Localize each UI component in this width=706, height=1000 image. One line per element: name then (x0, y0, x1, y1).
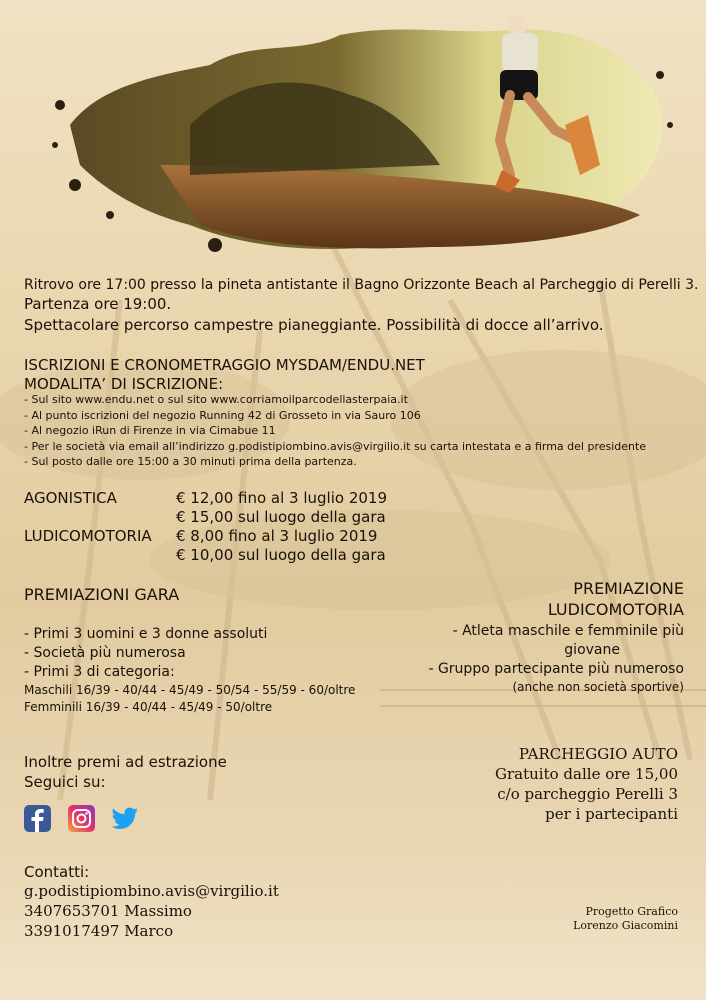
premiazione-ludico-list (384, 622, 684, 695)
price-category: LUDICOMOTORIA (24, 527, 152, 545)
ludico-item-2: - Gruppo partecipante più numeroso (428, 661, 684, 677)
twitter-icon[interactable] (110, 806, 140, 832)
premiazione-ludico-title (548, 578, 684, 620)
parcheggio-line: Gratuito dalle ore 15,00 (495, 765, 678, 783)
price-row (24, 527, 387, 546)
seguici-label: Seguici su: (24, 773, 106, 791)
price-category (24, 546, 176, 565)
premiazione-ludico-title-1: PREMIAZIONE (573, 579, 684, 598)
iscrizioni-item: - Sul posto dalle ore 15:00 a 30 minuti prima della partenza. (24, 455, 357, 468)
iscrizioni-item: - Al punto iscrizioni del negozio Running 42 di Grosseto in via Sauro 106 (24, 408, 421, 422)
parcheggio-line: per i partecipanti (545, 805, 678, 823)
ludico-item-1b: giovane (564, 642, 620, 658)
contatti-phone-2: 3391017497 Marco (24, 922, 174, 940)
facebook-icon[interactable] (24, 805, 51, 832)
ludico-item-1a: - Atleta maschile e femminile più (452, 623, 684, 639)
contatti-block (24, 881, 279, 941)
modalita-title: MODALITA’ DI ISCRIZIONE: (24, 375, 224, 393)
categoria-maschili: Maschili 16/39 - 40/44 - 45/49 - 50/54 - 55/59 - 60/oltre (24, 683, 356, 697)
parcheggio-block (495, 744, 678, 824)
price-value: € 8,00 fino al 3 luglio 2019 (176, 527, 378, 545)
price-value: € 15,00 sul luogo della gara (176, 508, 386, 526)
categoria-femminili: Femminili 16/39 - 40/44 - 45/49 - 50/oltre (24, 700, 273, 714)
premiazione-ludico-title-2: LUDICOMOTORIA (547, 600, 684, 619)
premiazioni-gara-title: PREMIAZIONI GARA (24, 585, 180, 604)
iscrizioni-item: - Per le società via email all’indirizzo g.podistipiombino.avis@virgilio.it su carta intestata e a firma del presidente (24, 439, 647, 453)
price-category: AGONISTICA (24, 489, 117, 507)
price-row (24, 508, 387, 527)
credits (573, 905, 678, 933)
price-value: € 12,00 fino al 3 luglio 2019 (176, 489, 388, 507)
price-table (24, 489, 387, 565)
iscrizioni-item: - Sul sito www.endu.net o sul sito www.corriamoilparcodellasterpaia.it (24, 393, 408, 406)
premiazioni-item: - Primi 3 uomini e 3 donne assoluti (24, 626, 268, 642)
premiazioni-gara-list (24, 625, 267, 682)
intro-line-1: Ritrovo ore 17:00 presso la pineta antistante il Bagno Orizzonte Beach al Parcheggio di Perelli 3. (24, 277, 699, 293)
contatti-title: Contatti: (24, 863, 90, 881)
instagram-icon[interactable] (68, 805, 95, 832)
credits-line-2: Lorenzo Giacomini (573, 919, 678, 932)
premi-estrazione: Inoltre premi ad estrazione (24, 753, 227, 771)
categorie-list (24, 682, 355, 716)
iscrizioni-item: - Al negozio iRun di Firenze in via Cimabue 11 (24, 424, 276, 437)
runner-photo (40, 15, 680, 265)
parcheggio-title: PARCHEGGIO AUTO (518, 745, 678, 763)
intro-line-2: Partenza ore 19:00. (24, 295, 172, 313)
ludico-note: (anche non società sportive) (512, 680, 684, 694)
iscrizioni-list (24, 392, 646, 470)
contatti-email[interactable]: g.podistipiombino.avis@virgilio.it (24, 882, 279, 900)
price-row (24, 546, 387, 565)
premiazioni-item: - Società più numerosa (24, 645, 186, 661)
intro-line-3: Spettacolare percorso campestre pianeggiante. Possibilità di docce all’arrivo. (24, 316, 604, 334)
contatti-phone-1: 3407653701 Massimo (24, 902, 192, 920)
iscrizioni-title: ISCRIZIONI E CRONOMETRAGGIO MYSDAM/ENDU.NET (24, 356, 425, 374)
price-category (24, 508, 176, 527)
premiazioni-item: - Primi 3 di categoria: (24, 664, 175, 680)
credits-line-1: Progetto Grafico (585, 905, 678, 918)
parcheggio-line: c/o parcheggio Perelli 3 (497, 785, 678, 803)
price-row (24, 489, 387, 508)
price-value: € 10,00 sul luogo della gara (176, 546, 386, 564)
